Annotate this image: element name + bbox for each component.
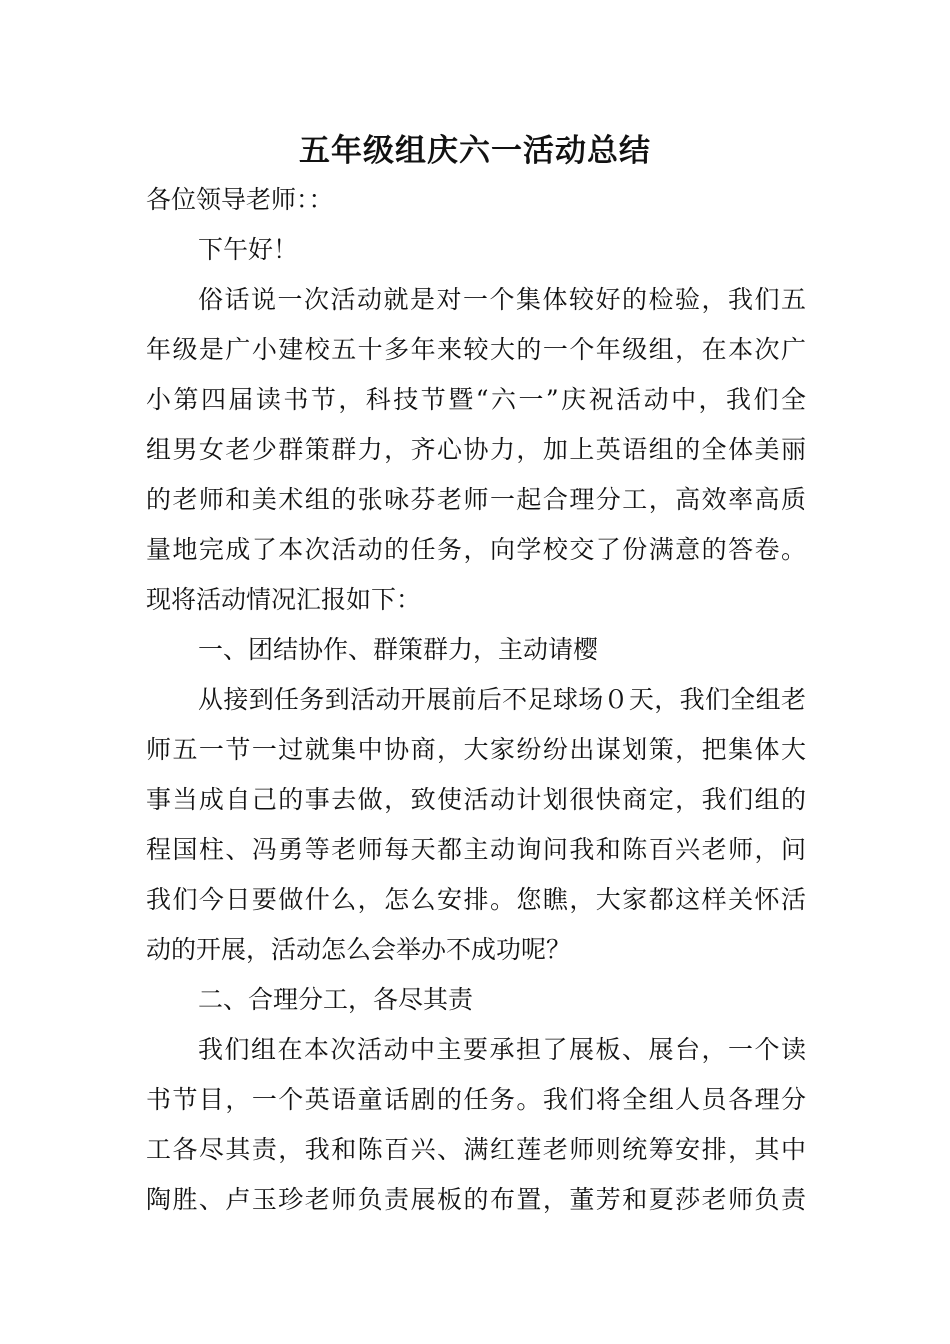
paragraph-line: 年级是广小建校五十多年来较大的一个年级组，在本次广 (146, 335, 806, 364)
greeting-line: 下午好！ (198, 235, 299, 264)
paragraph-line: 的老师和美术组的张咏芬老师一起合理分工，高效率高质 (146, 485, 806, 514)
paragraph-line: 我们今日要做什么，怎么安排。您瞧，大家都这样关怀活 (146, 885, 806, 914)
paragraph-line: 书节目，一个英语童话剧的任务。我们将全组人员各理分 (146, 1085, 806, 1114)
section-heading-2: 二、合理分工，各尽其责 (198, 985, 474, 1014)
paragraph-line: 陶胜、卢玉珍老师负责展板的布置，董芳和夏莎老师负责 (146, 1185, 806, 1214)
paragraph-line: 现将活动情况汇报如下： (146, 585, 422, 614)
paragraph-line: 工各尽其责，我和陈百兴、满红莲老师则统筹安排，其中 (146, 1135, 806, 1164)
paragraph-line: 程国柱、冯勇等老师每天都主动询问我和陈百兴老师，问 (146, 835, 806, 864)
salutation-line: 各位领导老师：： (146, 185, 334, 214)
document-body (146, 175, 806, 1225)
paragraph-line: 从接到任务到活动开展前后不足球场０天，我们全组老 (198, 685, 806, 714)
paragraph-line: 小第四届读书节，科技节暨“六一”庆祝活动中，我们全 (146, 385, 806, 414)
paragraph-line: 俗话说一次活动就是对一个集体较好的检验，我们五 (198, 285, 806, 314)
paragraph-line: 师五一节一过就集中协商，大家纷纷出谋划策，把集体大 (146, 735, 806, 764)
paragraph-line: 我们组在本次活动中主要承担了展板、展台，一个读 (198, 1035, 806, 1064)
section-heading-1: 一、团结协作、群策群力，主动请樱 (198, 635, 599, 664)
paragraph-line: 组男女老少群策群力，齐心协力，加上英语组的全体美丽 (146, 435, 806, 464)
paragraph-line: 事当成自己的事去做，致使活动计划很快商定，我们组的 (146, 785, 806, 814)
paragraph-line: 动的开展，活动怎么会举办不成功呢？ (146, 935, 572, 964)
document-title: 五年级组庆六一活动总结 (299, 133, 651, 169)
paragraph-line: 量地完成了本次活动的任务，向学校交了份满意的答卷。 (146, 535, 806, 564)
